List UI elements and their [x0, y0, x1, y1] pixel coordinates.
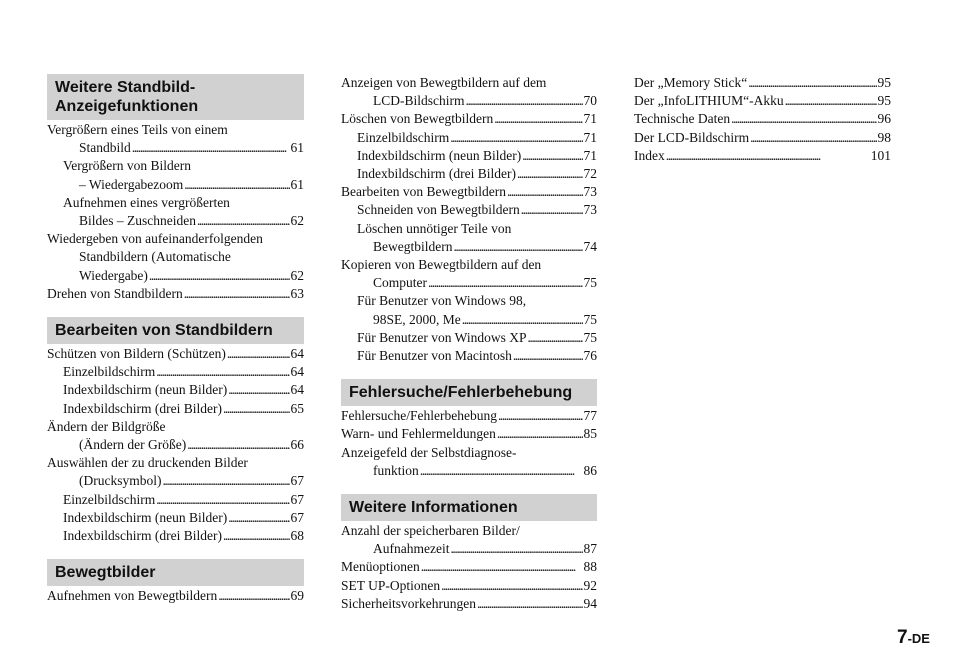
toc-entry-page: 92 [583, 577, 597, 593]
toc-entry-title: LCD-Bildschirm [373, 93, 465, 109]
toc-entry-row [634, 129, 891, 147]
toc-entry[interactable] [341, 147, 597, 165]
toc-entry[interactable] [341, 74, 597, 110]
toc-entry-page: 62 [290, 213, 304, 229]
toc-entry-row [341, 274, 597, 292]
toc-entry-title: SET UP-Optionen [341, 577, 441, 593]
toc-entry[interactable] [341, 256, 597, 292]
toc-entry-title-line: Vergrößern von Bildern [63, 158, 191, 174]
toc-entry-row [341, 92, 597, 110]
toc-entry-title: Fehlersuche/Fehlerbehebung [341, 408, 497, 424]
toc-entry-title-line: Wiedergeben von aufeinanderfolgenden [47, 231, 263, 247]
dot-leader [477, 595, 583, 613]
toc-entry-row [357, 311, 597, 329]
toc-entry-page: 76 [583, 348, 597, 364]
dot-leader [462, 311, 583, 329]
dot-leader [750, 129, 876, 147]
dot-leader [527, 329, 582, 347]
toc-entry-page: 67 [290, 509, 304, 525]
dot-leader [428, 274, 583, 292]
toc-entry-title: Technische Daten [634, 111, 731, 127]
dot-leader [156, 363, 289, 381]
toc-entry-title: Schützen von Bildern (Schützen) [47, 346, 226, 362]
dot-leader [494, 110, 582, 128]
toc-entry-title-line: Löschen unnötiger Teile von [357, 220, 512, 236]
toc-entry-row [63, 381, 304, 399]
dot-leader [156, 491, 289, 509]
dot-leader [466, 92, 583, 110]
dot-leader [187, 436, 289, 454]
dot-leader [450, 129, 582, 147]
dot-leader [197, 212, 290, 230]
toc-entry-page: 67 [290, 473, 304, 489]
toc-entry-page: 77 [583, 408, 597, 424]
toc-entry-title: Der LCD-Bildschirm [634, 129, 750, 145]
dot-leader [184, 176, 289, 194]
toc-entry-row [63, 491, 304, 509]
toc-entry-title: Bewegtbildern [373, 238, 453, 254]
toc-entry-title: Aufnahmezeit [373, 541, 450, 557]
dot-leader [218, 587, 289, 605]
toc-entry-page: 63 [290, 285, 304, 301]
toc-entry-title: Aufnehmen von Bewegtbildern [47, 588, 218, 604]
toc-entry-page: 95 [877, 93, 891, 109]
toc-entry-title: Bearbeiten von Bewegtbildern [341, 184, 506, 200]
toc-entry[interactable] [47, 230, 304, 285]
toc-entry-title-line: Ändern der Bildgröße [47, 418, 166, 434]
toc-entry-page: 85 [583, 426, 597, 442]
dot-leader [441, 577, 582, 595]
toc-entry-title: Index [634, 147, 665, 163]
toc-entry-page: 68 [290, 528, 304, 544]
toc-entry[interactable] [47, 400, 304, 418]
toc-entry[interactable] [634, 110, 891, 128]
toc-entry-title: Einzelbildschirm [63, 491, 156, 507]
toc-entry-title-line: Vergrößern eines Teils von einem [47, 122, 228, 137]
toc-entry-page: 64 [290, 382, 304, 398]
toc-entry[interactable] [341, 183, 597, 201]
toc-entry[interactable] [341, 347, 597, 365]
toc-entry-title-line: Kopieren von Bewegtbildern auf den [341, 257, 542, 273]
dot-leader [498, 407, 583, 425]
toc-entry-title: Für Benutzer von Macintosh [357, 348, 512, 364]
toc-entry-row [634, 74, 891, 92]
toc-entry-row [341, 183, 597, 201]
dot-leader [228, 381, 289, 399]
dot-leader [748, 74, 876, 92]
toc-entry-row [47, 436, 304, 454]
toc-entry-row [634, 92, 891, 110]
toc-entry-list [341, 522, 597, 627]
toc-entry-title: Standbild [79, 140, 131, 156]
toc-entry-row [63, 509, 304, 527]
page-number-value: 7 [897, 627, 908, 648]
toc-entry-title: – Wiedergabezoom [79, 176, 184, 192]
toc-entry[interactable] [47, 587, 304, 605]
toc-entry-row [357, 147, 597, 165]
section-heading: Weitere Informationen [341, 494, 597, 521]
toc-entry-title: Menüoptionen [341, 559, 420, 575]
toc-entry-list [47, 345, 304, 559]
toc-entry-row [341, 110, 597, 128]
dot-leader [785, 92, 877, 110]
toc-entry[interactable] [634, 129, 891, 147]
toc-entry-row [47, 472, 304, 490]
toc-entry-title: Löschen von Bewegtbildern [341, 111, 494, 127]
section-heading: Weitere Standbild- Anzeigefunktionen [47, 74, 304, 120]
toc-entry-list [47, 587, 304, 619]
toc-entry-title-line: Auswählen der zu druckenden Bilder [47, 455, 248, 471]
dot-leader [132, 139, 290, 157]
dot-leader [513, 347, 583, 365]
dot-leader [522, 147, 582, 165]
dot-leader [228, 509, 289, 527]
toc-entry-title: Indexbildschirm (neun Bilder) [63, 509, 228, 525]
toc-entry[interactable] [341, 425, 597, 443]
toc-entry[interactable] [341, 110, 597, 128]
toc-entry-title-line: Für Benutzer von Windows 98, [357, 293, 527, 309]
dot-leader [223, 527, 290, 545]
toc-entry[interactable] [47, 527, 304, 545]
toc-entry-title: Wiedergabe) [79, 267, 148, 283]
toc-entry-page: 61 [290, 140, 304, 156]
dot-leader [521, 201, 583, 219]
toc-entry-row [341, 462, 597, 480]
toc-section [341, 379, 597, 494]
toc-entry-page: 88 [583, 559, 597, 575]
toc-entry-page: 87 [583, 541, 597, 557]
toc-entry-row [47, 345, 304, 363]
toc-entry-title: Warn- und Fehlermeldungen [341, 426, 496, 442]
section-heading: Bewegtbilder [47, 559, 304, 586]
toc-entry-title: (Ändern der Größe) [79, 437, 187, 453]
toc-entry[interactable] [634, 92, 891, 110]
toc-entry-row [47, 139, 304, 157]
toc-entry[interactable] [47, 509, 304, 527]
toc-entry-page: 71 [583, 129, 597, 145]
toc-entry[interactable] [341, 292, 597, 328]
toc-entry-row [357, 201, 597, 219]
toc-entry-row [341, 407, 597, 425]
toc-section [47, 317, 304, 559]
toc-entry-title: Schneiden von Bewegtbildern [357, 202, 520, 218]
toc-entry-title-line: Aufnehmen eines vergrößerten [63, 194, 230, 210]
toc-entry-title: Bildes – Zuschneiden [79, 213, 196, 229]
toc-entry[interactable] [341, 165, 597, 183]
toc-column-2 [341, 74, 597, 627]
dot-leader [731, 110, 876, 128]
toc-entry-row [357, 347, 597, 365]
toc-entry-row [63, 363, 304, 381]
toc-entry-row [341, 558, 597, 576]
toc-entry-page: 61 [290, 176, 304, 192]
toc-entry-page: 62 [290, 267, 304, 283]
toc-entry[interactable] [47, 381, 304, 399]
toc-entry-list [47, 121, 304, 317]
toc-entry-page: 71 [583, 111, 597, 127]
toc-entry[interactable] [47, 345, 304, 363]
toc-entry-list [634, 74, 891, 179]
toc-entry-title: Computer [373, 275, 427, 291]
toc-entry-title: Einzelbildschirm [357, 129, 450, 145]
dot-leader [149, 267, 290, 285]
toc-entry-row [634, 110, 891, 128]
toc-section [634, 74, 891, 179]
toc-entry-row [63, 212, 304, 230]
toc-entry-title: Einzelbildschirm [63, 364, 156, 380]
toc-entry-title-line: Standbildern (Automatische [79, 249, 231, 265]
dot-leader [223, 400, 290, 418]
toc-section [47, 559, 304, 619]
toc-entry-page: 101 [870, 147, 891, 163]
toc-entry[interactable] [47, 454, 304, 490]
dot-leader [162, 472, 289, 490]
toc-entry-row [357, 329, 597, 347]
toc-entry-page: 98 [877, 129, 891, 145]
toc-entry-title: Der „InfoLITHIUM“-Akku [634, 93, 784, 109]
toc-entry-row [63, 400, 304, 418]
toc-entry-page: 69 [290, 588, 304, 604]
toc-entry[interactable] [47, 363, 304, 381]
toc-entry[interactable] [341, 220, 597, 256]
toc-entry-title: Für Benutzer von Windows XP [357, 329, 527, 345]
toc-entry-row [634, 147, 891, 165]
dot-leader [453, 238, 582, 256]
toc-entry[interactable] [341, 577, 597, 595]
toc-entry[interactable] [47, 418, 304, 454]
toc-entry-page: 65 [290, 400, 304, 416]
toc-entry[interactable] [341, 129, 597, 147]
toc-entry[interactable] [634, 74, 891, 92]
dot-leader [507, 183, 583, 201]
toc-entry-page: 74 [583, 238, 597, 254]
toc-entry-title: 98SE, 2000, Me [373, 311, 461, 327]
dot-leader [184, 285, 290, 303]
toc-entry-row [47, 587, 304, 605]
toc-entry[interactable] [341, 522, 597, 558]
toc-entry-row [357, 165, 597, 183]
toc-entry-page: 75 [583, 329, 597, 345]
toc-entry[interactable] [341, 595, 597, 613]
toc-entry-title: Indexbildschirm (drei Bilder) [63, 400, 222, 416]
section-heading: Bearbeiten von Standbildern [47, 317, 304, 344]
toc-entry-row [341, 577, 597, 595]
toc-entry-page: 73 [583, 184, 597, 200]
toc-entry-title: Sicherheitsvorkehrungen [341, 595, 476, 611]
toc-entry-title: Indexbildschirm (neun Bilder) [357, 147, 522, 163]
toc-entry-row [63, 176, 304, 194]
toc-entry-page: 64 [290, 364, 304, 380]
toc-entry-page: 96 [877, 111, 891, 127]
toc-entry-page: 75 [583, 311, 597, 327]
toc-entry[interactable] [47, 285, 304, 303]
page-number-suffix: -DE [907, 631, 930, 646]
toc-section [47, 74, 304, 317]
toc-column-3 [634, 74, 891, 179]
toc-entry-title-line: Anzeigefeld der Selbstdiagnose- [341, 444, 517, 460]
dot-leader [666, 147, 870, 165]
toc-entry-row [341, 595, 597, 613]
toc-entry[interactable] [341, 558, 597, 576]
toc-entry-row [341, 425, 597, 443]
toc-entry-row [47, 267, 304, 285]
toc-entry[interactable] [47, 157, 304, 193]
dot-leader [227, 345, 290, 363]
toc-entry-title-line: Anzahl der speicherbaren Bilder/ [341, 523, 520, 539]
toc-entry-page: 70 [583, 93, 597, 109]
section-heading: Fehlersuche/Fehlerbehebung [341, 379, 597, 406]
toc-entry[interactable] [341, 329, 597, 347]
toc-entry-row [357, 129, 597, 147]
toc-column-1 [47, 74, 304, 619]
toc-entry[interactable] [341, 201, 597, 219]
toc-entry-title: (Drucksymbol) [79, 473, 162, 489]
toc-entry[interactable] [341, 407, 597, 425]
toc-entry-title: Indexbildschirm (drei Bilder) [63, 528, 222, 544]
toc-entry[interactable] [47, 491, 304, 509]
toc-entry-row [341, 540, 597, 558]
dot-leader [517, 165, 583, 183]
toc-entry-page: 73 [583, 202, 597, 218]
toc-entry-row [47, 285, 304, 303]
toc-entry-list [341, 74, 597, 379]
dot-leader [450, 540, 582, 558]
toc-section [341, 494, 597, 627]
toc-entry-page: 86 [583, 462, 597, 478]
toc-entry-page: 94 [583, 595, 597, 611]
toc-entry-page: 64 [290, 346, 304, 362]
toc-entry[interactable] [341, 444, 597, 480]
toc-entry-title: Drehen von Standbildern [47, 285, 183, 301]
toc-entry-row [357, 238, 597, 256]
toc-entry-page: 72 [583, 166, 597, 182]
dot-leader [421, 558, 583, 576]
toc-entry-row [63, 527, 304, 545]
toc-entry-page: 95 [877, 75, 891, 90]
toc-entry-title: Indexbildschirm (drei Bilder) [357, 166, 516, 182]
toc-entry-list [341, 407, 597, 494]
toc-entry-title: Indexbildschirm (neun Bilder) [63, 382, 228, 398]
toc-entry[interactable] [634, 147, 891, 165]
toc-entry-page: 67 [290, 491, 304, 507]
dot-leader [420, 462, 583, 480]
toc-entry-page: 75 [583, 275, 597, 291]
toc-entry-title: funktion [373, 462, 419, 478]
toc-entry[interactable] [47, 121, 304, 157]
toc-entry[interactable] [47, 194, 304, 230]
dot-leader [497, 425, 583, 443]
toc-entry-title: Der „Memory Stick“ [634, 75, 748, 90]
toc-section [341, 74, 597, 379]
page-number [897, 627, 930, 649]
toc-entry-page: 66 [290, 437, 304, 453]
toc-entry-title-line: Anzeigen von Bewegtbildern auf dem [341, 75, 547, 90]
toc-entry-page: 71 [583, 147, 597, 163]
